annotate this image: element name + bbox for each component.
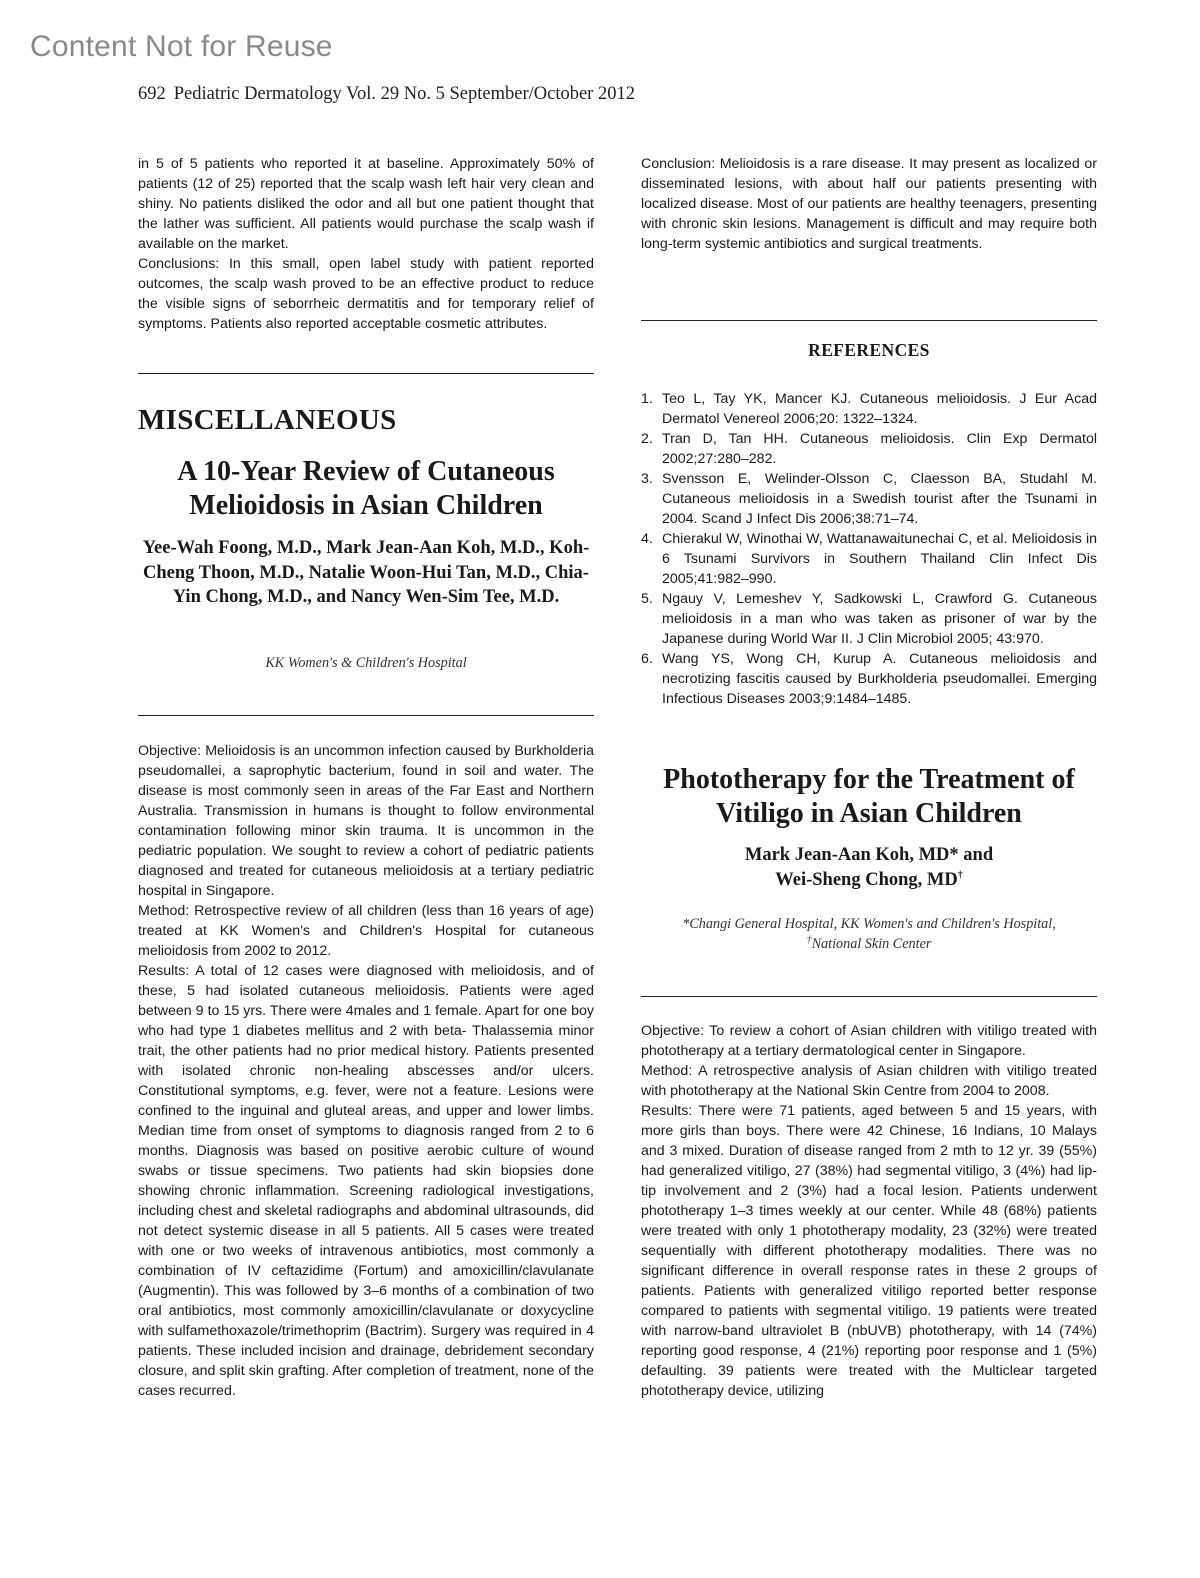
reference-item: 5. Ngauy V, Lemeshev Y, Sadkowski L, Crawford G. Cutaneous melioidosis in a man who was taken as prisoner of war by the Japanese during World War II. J Clin Microbiol 2005; 43:970. (641, 591, 1097, 647)
article-authors: Yee-Wah Foong, M.D., Mark Jean-Aan Koh, M.D., Koh-Cheng Thoon, M.D., Natalie Woon-Hui Tan, M.D., Chia-Yin Chong, M.D., and Nancy Wen-Sim Tee, M.D. (142, 538, 590, 607)
article-title: Phototherapy for the Treatment of Vitiligo in Asian Children (663, 764, 1075, 829)
page-number: 692 (138, 84, 166, 104)
section-divider (138, 373, 594, 374)
article-divider (641, 996, 1097, 997)
conclusion-paragraph: Conclusion: Melioidosis is a rare disease. It may present as localized or disseminated lesions, with about half our patients presenting with localized disease. Most of our patients are healthy teenagers, presenting with chronic skin lesions. Management is difficult and may require both long-term systemic antibiotics and surgical treatments. (641, 156, 1097, 252)
reference-text: Tran D, Tan HH. Cutaneous melioidosis. Clin Exp Dermatol 2002;27:280–282. (662, 431, 1097, 467)
section-heading: MISCELLANEOUS (138, 404, 397, 436)
article-conclusion (641, 154, 1097, 254)
reference-item: 6. Wang YS, Wong CH, Kurup A. Cutaneous melioidosis and necrotizing fascitis caused by Burkholderia pseudomallei. Emerging Infectious Diseases 2003;9:1484–1485. (641, 651, 1097, 707)
abstract-method: Method: Retrospective review of all children (less than 16 years of age) treated at KK Women's and Children's Hospital for cutaneous melioidosis from 2002 to 2012. (138, 903, 594, 959)
reference-item: 3. Svensson E, Welinder-Olsson C, Claesson BA, Studahl M. Cutaneous melioidosis in a Swedish tourist after the Tsunami in 2004. Scand J Infect Dis 2006;38:71–74. (641, 471, 1097, 527)
article-divider (138, 715, 594, 716)
article-abstract (138, 741, 594, 1401)
abstract-objective: Objective: Melioidosis is an uncommon infection caused by Burkholderia pseudomallei, a saprophytic bacterium, found in soil and water. The disease is most commonly seen in areas of the Far East and Northern Australia. Transmission in humans is thought to follow environmental contamination following minor skin trauma. It is uncommon in the pediatric population. We sought to review a cohort of pediatric patients diagnosed and treated for cutaneous melioidosis at a tertiary pediatric hospital in Singapore. (138, 743, 594, 899)
abstract-results: Results: There were 71 patients, aged between 5 and 15 years, with more girls than boys. There were 42 Chinese, 16 Indians, 10 Malays and 3 mixed. Duration of disease ranged from 2 mth to 12 yr. 39 (55%) had generalized vitiligo, 27 (38%) had segmental vitiligo, 3 (4%) had lip-tip involvement and 2 (3%) had a focal lesion. Patients underwent phototherapy 1–3 times weekly at our center. While 48 (68%) patients were treated with only 1 phototherapy modality, 23 (32%) were treated sequentially with different phototherapy modalities. There was no significant difference in overall response rates in these 2 groups of patients. Patients with generalized vitiligo reported better response compared to patients with segmental vitiligo. 19 patients were treated with narrow-band ultraviolet B (nbUVB) phototherapy, with 14 (74%) reporting good response, 4 (21%) reporting poor response and 1 (5%) defaulting. 39 patients were treated with the Multiclear targeted phototherapy device, utilizing (641, 1103, 1097, 1399)
reference-text: Ngauy V, Lemeshev Y, Sadkowski L, Crawford G. Cutaneous melioidosis in a man who was taken as prisoner of war by the Japanese during World War II. J Clin Microbiol 2005; 43:970. (662, 591, 1097, 647)
references-heading: REFERENCES (808, 340, 930, 360)
abstract-results: Results: A total of 12 cases were diagnosed with melioidosis, and of these, 5 had isolated cutaneous melioidosis. Patients were aged between 9 to 15 yrs. There were 4males and 1 female. Apart for one boy who had type 1 diabetes mellitus and 2 with beta- Thalassemia minor trait, the other patients had no prior medical history. Patients presented with isolated chronic non-healing abscesses and/or ulcers. Constitutional symptoms, e.g. fever, were not a feature. Lesions were confined to the inguinal and gluteal areas, and upper and lower limbs. Median time from onset of symptoms to diagnosis ranged from 2 to 6 months. Diagnosis was based on positive aerobic culture of wound swabs or tissue specimens. Two patients had skin biopsies done showing chronic inflammation. Screening radiological investigations, including chest and skeletal radiographs and abdominal ultrasounds, did not detect systemic disease in all 5 patients. All 5 cases were treated with one or two weeks of intravenous antibiotics, most commonly a combination of IV ceftazidime (Fortum) and amoxicillin/clavulanate (Augmentin). This was followed by 3–6 months of a combination of two oral antibiotics, most commonly amoxicillin/clavulanate or doxycycline with sulfamethoxazole/trimethoprim (Bactrim). Surgery was required in 4 patients. These included incision and drainage, debridement secondary closure, and split skin grafting. After completion of treatment, none of the cases recurred. (138, 963, 594, 1399)
article-authors: Mark Jean-Aan Koh, MD* and Wei-Sheng Chong, MD† (744, 845, 994, 890)
article-affiliation: KK Women's & Children's Hospital (265, 655, 467, 671)
reference-item: 1. Teo L, Tay YK, Mancer KJ. Cutaneous melioidosis. J Eur Acad Dermatol Venereol 2006;20: 1322–1324. (641, 391, 1097, 427)
article-abstract (641, 1021, 1097, 1401)
journal-citation: Pediatric Dermatology Vol. 29 No. 5 September/October 2012 (173, 84, 635, 104)
references-divider (641, 320, 1097, 321)
abstract-method: Method: A retrospective analysis of Asian children with vitiligo treated with phototherapy at the National Skin Centre from 2004 to 2008. (641, 1063, 1097, 1099)
author-name: Mark Jean-Aan Koh, MD* (744, 845, 959, 865)
continued-conclusions: Conclusions: In this small, open label study with patient reported outcomes, the scalp wash proved to be an effective product to reduce the visible signs of seborrheic dermatitis and for temporary relief of symptoms. Patients also reported acceptable cosmetic attributes. (138, 256, 594, 332)
references-list (641, 389, 1097, 709)
continued-paragraph: in 5 of 5 patients who reported it at baseline. Approximately 50% of patients (12 of 25) reported that the scalp wash left hair very clean and shiny. No patients disliked the odor and all but one patient thought that the lather was sufficient. All patients would purchase the scalp wash if available on the market. (138, 156, 594, 252)
author-name: Wei-Sheng Chong, MD (775, 869, 958, 890)
reference-text: Wang YS, Wong CH, Kurup A. Cutaneous melioidosis and necrotizing fascitis caused by Burkholderia pseudomallei. Emerging Infectious Diseases 2003;9:1484–1485. (662, 651, 1097, 707)
reference-text: Chierakul W, Winothai W, Wattanawaitunechai C, et al. Melioidosis in 6 Tsunami Survivors in Southern Thailand Clin Infect Dis 2005;41:982–990. (662, 531, 1097, 587)
reference-text: Svensson E, Welinder-Olsson C, Claesson BA, Studahl M. Cutaneous melioidosis in a Swedish tourist after the Tsunami in 2004. Scand J Infect Dis 2006;38:71–74. (662, 471, 1097, 527)
watermark: Content Not for Reuse (30, 30, 333, 63)
continued-abstract (138, 154, 594, 334)
reference-item: 4. Chierakul W, Winothai W, Wattanawaitunechai C, et al. Melioidosis in 6 Tsunami Survivors in Southern Thailand Clin Infect Dis 2005;41:982–990. (641, 531, 1097, 587)
article-affiliation: *Changi General Hospital, KK Women's and Children's Hospital, †National Skin Center (682, 916, 1056, 952)
reference-item: 2. Tran D, Tan HH. Cutaneous melioidosis. Clin Exp Dermatol 2002;27:280–282. (641, 431, 1097, 467)
running-head (138, 84, 635, 105)
article-title: A 10-Year Review of Cutaneous Melioidosis in Asian Children (177, 456, 555, 521)
abstract-objective: Objective: To review a cohort of Asian children with vitiligo treated with phototherapy at a tertiary dermatological center in Singapore. (641, 1023, 1097, 1059)
reference-text: Teo L, Tay YK, Mancer KJ. Cutaneous melioidosis. J Eur Acad Dermatol Venereol 2006;20: 1322–1324. (662, 391, 1097, 427)
